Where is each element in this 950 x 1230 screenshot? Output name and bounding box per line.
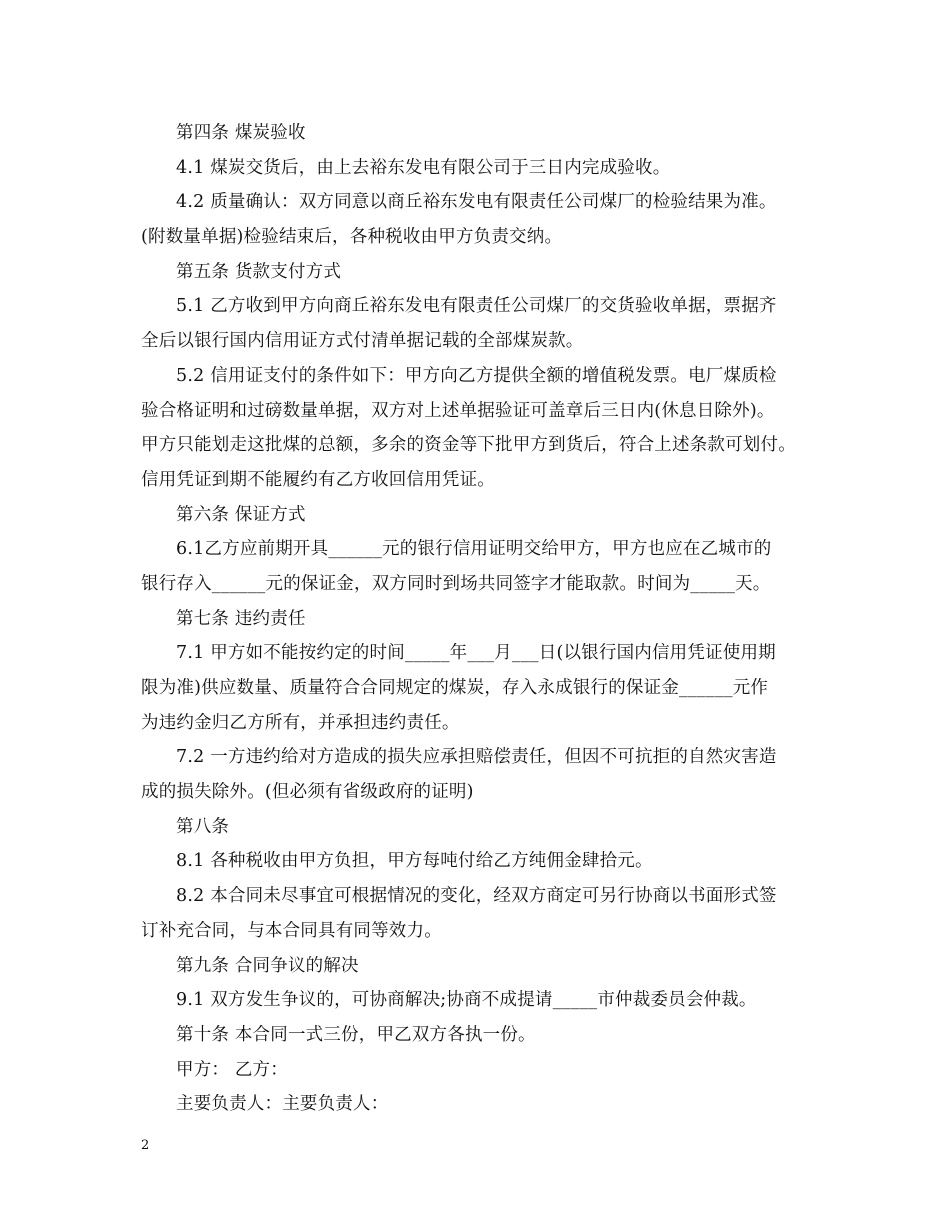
clause-4-2-continued: (附数量单据)检验结束后，各种税收由甲方负责交纳。 <box>141 227 563 248</box>
clause-5-1-continued: 全后以银行国内信用证方式付清单据记载的全部煤炭款。 <box>141 331 584 352</box>
clause-5-2-continued-3: 信用凭证到期不能履约有乙方收回信用凭证。 <box>141 469 495 490</box>
clause-7-2: 7.2 一方违约给对方造成的损失应承担赔偿责任，但因不可抗拒的自然灾害造 <box>176 747 777 768</box>
document-body <box>141 116 811 1122</box>
article-7-heading: 第七条 违约责任 <box>176 608 306 629</box>
page-number: 2 <box>141 1138 150 1153</box>
clause-6-1: 6.1乙方应前期开具______元的银行信用证明交给甲方，甲方也应在乙城市的 <box>176 539 772 560</box>
party-signature-line: 甲方： 乙方： <box>176 1059 288 1080</box>
clause-5-1: 5.1 乙方收到甲方向商丘裕东发电有限责任公司煤厂的交货验收单据，票据齐 <box>176 296 777 317</box>
clause-8-1: 8.1 各种税收由甲方负担，甲方每吨付给乙方纯佣金肆拾元。 <box>176 851 653 872</box>
clause-4-1: 4.1 煤炭交货后，由上去裕东发电有限公司于三日内完成验收。 <box>176 157 671 178</box>
responsible-person-line: 主要负责人：主要负责人： <box>176 1094 389 1115</box>
clause-8-2-continued: 订补充合同，与本合同具有同等效力。 <box>141 920 442 941</box>
article-10: 第十条 本合同一式三份，甲乙双方各执一份。 <box>176 1024 536 1045</box>
article-4-heading: 第四条 煤炭验收 <box>176 123 306 143</box>
article-8-heading: 第八条 <box>176 816 230 837</box>
clause-4-2: 4.2 质量确认：双方同意以商丘裕东发电有限责任公司煤厂的检验结果为准。 <box>176 192 777 213</box>
clause-7-1: 7.1 甲方如不能按约定的时间_____年___月___日(以银行国内信用凭证使用期 <box>176 643 776 664</box>
clause-7-1-continued-2: 为违约金归乙方所有，并承担违约责任。 <box>141 712 460 733</box>
article-9-heading: 第九条 合同争议的解决 <box>176 955 359 976</box>
clause-8-2: 8.2 本合同未尽事宜可根据情况的变化，经双方商定可另行协商以书面形式签 <box>176 886 777 907</box>
clause-5-2-continued-2: 甲方只能划走这批煤的总额，多余的资金等下批甲方到货后，符合上述条款可划付。 <box>141 435 796 456</box>
clause-5-2: 5.2 信用证支付的条件如下：甲方向乙方提供全额的增值税发票。电厂煤质检 <box>176 365 777 386</box>
clause-7-1-continued-1: 限为准)供应数量、质量符合合同规定的煤炭，存入永成银行的保证金______元作 <box>141 678 769 698</box>
article-6-heading: 第六条 保证方式 <box>176 504 306 525</box>
article-5-heading: 第五条 货款支付方式 <box>176 261 342 282</box>
clause-5-2-continued-1: 验合格证明和过磅数量单据，双方对上述单据验证可盖章后三日内(休息日除外)。 <box>141 400 775 421</box>
clause-7-2-continued: 成的损失除外。(但必须有省级政府的证明) <box>141 782 474 803</box>
clause-6-1-continued: 银行存入______元的保证金，双方同时到场共同签字才能取款。时间为_____天。 <box>141 573 771 594</box>
clause-9-1: 9.1 双方发生争议的，可协商解决;协商不成提请_____市仲裁委员会仲裁。 <box>176 990 757 1011</box>
